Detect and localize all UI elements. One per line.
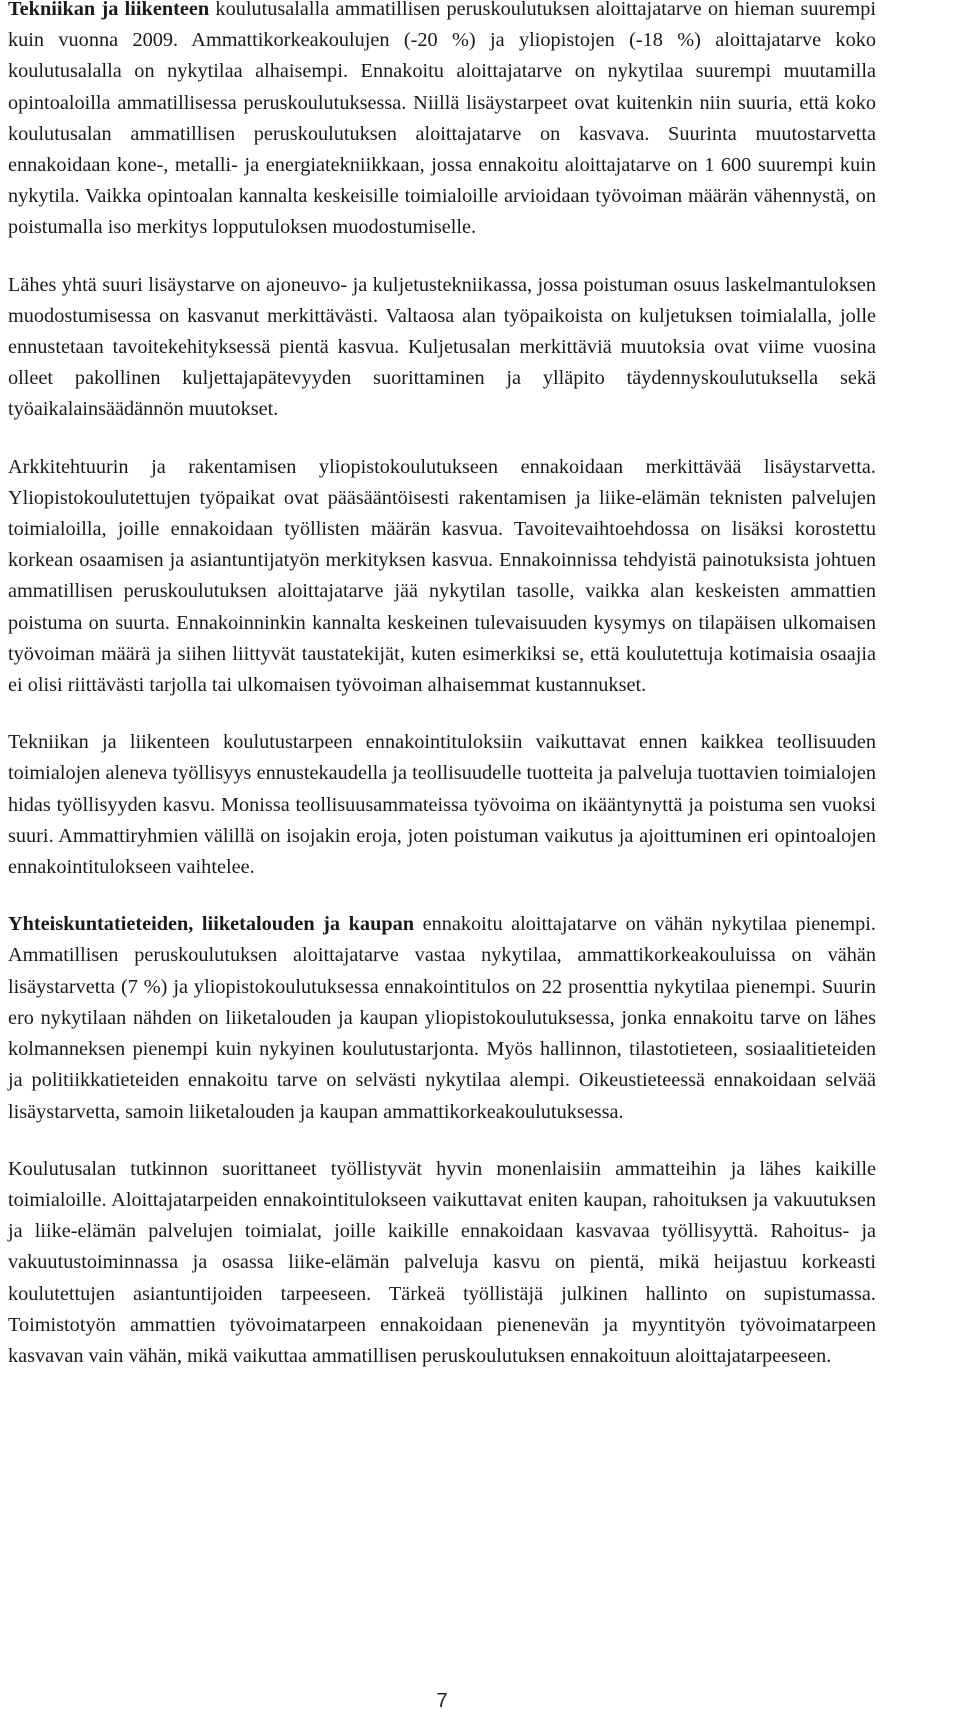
paragraph-technology-forecast-factors: [8, 727, 876, 883]
paragraph-text: Koulutusalan tutkinnon suorittaneet työllistyvät hyvin monenlaisiin ammatteihin ja lähes kaikille toimialoille. Aloittajatarpeiden ennakointitulokseen vaikuttavat eniten kaupan, rahoituksen ja vakuutuksen ja liike-elämän palvelujen toimialat, joille kaikille ennakoidaan kasvavaa työllisyyttä. Rahoitus- ja vakuutustoiminnassa ja osassa liike-elämän palveluja kasvu on pientä, mikä heijastuu korkeasti koulutettujen asiantuntijoiden tarpeeseen. Tärkeä työllistäjä julkinen hallinto on supistumassa. Toimistotyön ammattien työvoimatarpeen ennakoidaan pienenevän ja myyntityön työvoimatarpeen kasvavan vain vähän, mikä vaikuttaa ammatillisen peruskoulutuksen ennakoituun aloittajatarpeeseen.: [8, 1157, 876, 1367]
paragraph-employment-fields: [8, 1154, 876, 1372]
paragraph-lead: Yhteiskuntatieteiden, liiketalouden ja kaupan: [8, 913, 415, 936]
document-body: [8, 0, 876, 1398]
paragraph-vehicle-transport: [8, 270, 876, 426]
paragraph-social-sciences-business: [8, 909, 876, 1127]
paragraph-text: Arkkitehtuurin ja rakentamisen yliopistokoulutukseen ennakoidaan merkittävää lisäystarvetta. Yliopistokoulutettujen työpaikat ovat pääsääntöisesti rakentamisen ja liike-elämän teknisten palvelujen toimialoilla, joille ennakoidaan työllisten määrän kasvua. Tavoitevaihtoehdossa on lisäksi korostettu korkean osaamisen ja asiantuntijatyön merkityksen kasvua. Ennakoinnissa tehdyistä painotuksista johtuen ammatillisen peruskoulutuksen aloittajatarve jää nykytilan tasolle, vaikka alan keskeisten ammattien poistuma on suurta. Ennakoinninkin kannalta keskeinen tulevaisuuden kysymys on tilapäisen ulkomaisen työvoiman määrä ja siihen liittyvät taustatekijät, kuten esimerkiksi se, että koulutettuja kotimaisia osaajia ei olisi riittävästi tarjolla tai ulkomaisen työvoiman alhaisemmat kustannukset.: [8, 455, 876, 697]
paragraph-lead: Tekniikan ja liikenteen: [8, 0, 210, 20]
paragraph-architecture-construction: [8, 452, 876, 702]
paragraph-text: Tekniikan ja liikenteen koulutustarpeen ennakointituloksiin vaikuttavat ennen kaikkea teollisuuden toimialojen aleneva työllisyys ennustekaudella ja teollisuudelle tuotteita ja palveluja tuottavien toimialojen hidas työllisyyden kasvu. Monissa teollisuusammateissa työvoima on ikääntynyttä ja poistuma sen vuoksi suuri. Ammattiryhmien välillä on isojakin eroja, joten poistuman vaikutus ja ajoittuminen eri opintoalojen ennakointitulokseen vaihtelee.: [8, 731, 876, 879]
paragraph-text: koulutusalalla ammatillisen peruskoulutuksen aloittajatarve on hieman suurempi kuin vuonna 2009. Ammattikorkeakoulujen (-20 %) ja yliopistojen (-18 %) aloittajatarve koko koulutusalalla on nykytilaa alhaisempi. Ennakoitu aloittajatarve on nykytilaa suurempi muutamilla opintoaloilla ammatillisessa peruskoulutuksessa. Niillä lisäystarpeet ovat kuitenkin niin suuria, että koko koulutusalan ammatillisen peruskoulutuksen aloittajatarve on kasvava. Suurinta muutostarvetta ennakoidaan kone-, metalli- ja energiatekniikkaan, jossa ennakoitu aloittajatarve on 1 600 suurempi kuin nykytila. Vaikka opintoalan kannalta keskeisille toimialoille arvioidaan työvoiman määrän vähennystä, on poistumalla iso merkitys lopputuloksen muodostumiselle.: [8, 0, 877, 239]
paragraph-text: Lähes yhtä suuri lisäystarve on ajoneuvo- ja kuljetustekniikassa, jossa poistuman osuus laskelmantuloksen muodostumisessa on kasvanut merkittävästi. Valtaosa alan työpaikoista on kuljetuksen toimialalla, jolle ennustetaan tavoitekehityksessä pientä kasvua. Kuljetusalan merkittäviä muutoksia ovat viime vuosina olleet pakollinen kuljettajapätevyyden suorittaminen ja ylläpito täydennyskoulutuksella sekä työaikalainsäädännön muutokset.: [8, 273, 876, 421]
paragraph-technology-transport: [8, 0, 876, 244]
page-number: 7: [436, 1690, 448, 1712]
paragraph-text: ennakoitu aloittajatarve on vähän nykytilaa pienempi. Ammatillisen peruskoulutuksen aloittajatarve vastaa nykytilaa, ammattikorkeakouluissa on vähän lisäystarvetta (7 %) ja yliopistokoulutuksessa ennakointitulos on 22 prosenttia nykytilaa pienempi. Suurin ero nykytilaan nähden on liiketalouden ja kaupan yliopistokoulutuksessa, jonka ennakoitu tarve on lähes kolmanneksen pienempi kuin nykyinen koulutustarjonta. Myös hallinnon, tilastotieteen, sosiaalitieteiden ja politiikkatieteiden ennakoitu tarve on selvästi nykytilaa alempi. Oikeustieteessä ennakoidaan selvää lisäystarvetta, samoin liiketalouden ja kaupan ammattikorkeakoulutuksessa.: [8, 913, 876, 1123]
